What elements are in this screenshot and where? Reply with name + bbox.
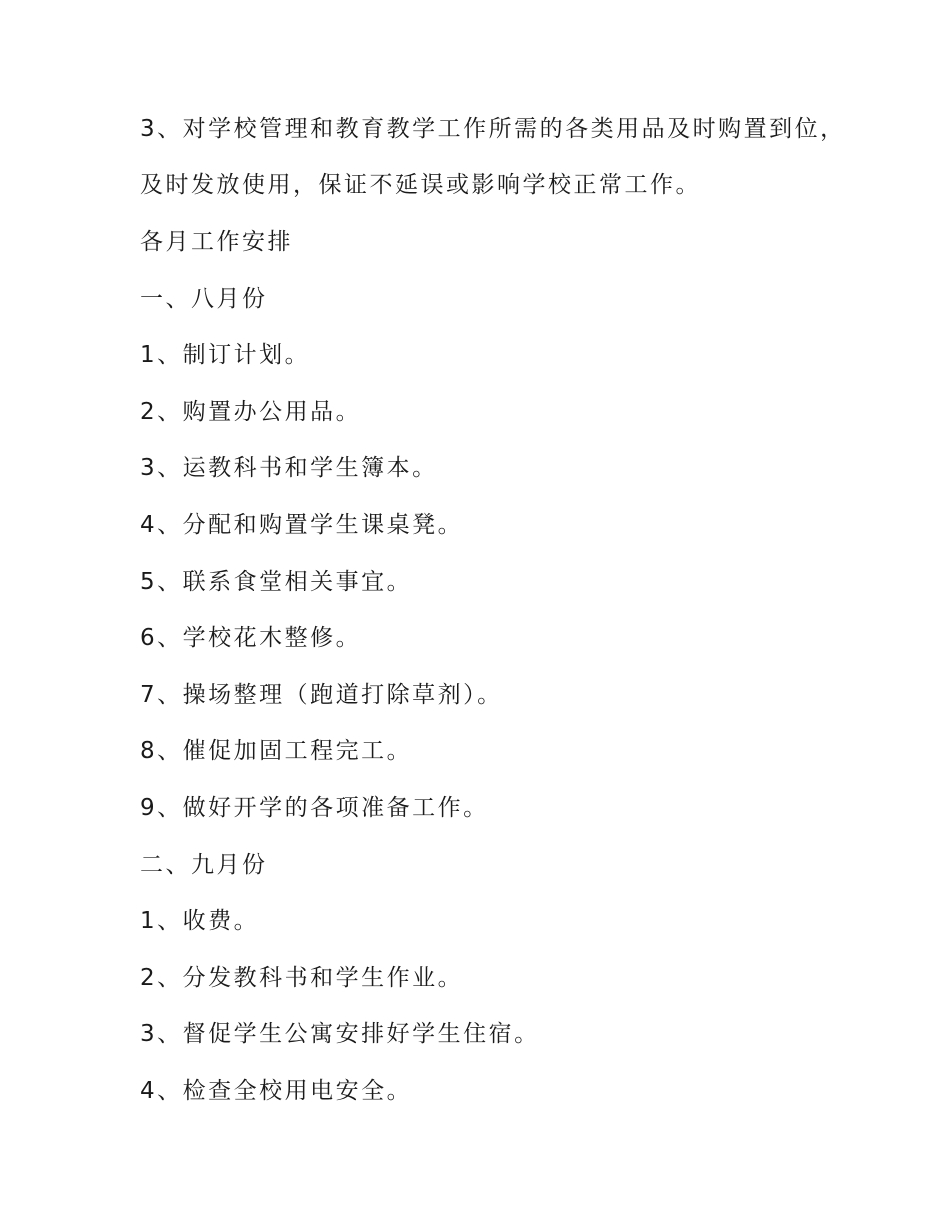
list-item: 4、检查全校用电安全。 [140, 1078, 413, 1104]
list-item: 2、购置办公用品。 [140, 399, 362, 425]
list-item: 1、制订计划。 [140, 342, 311, 368]
month-heading: 一、八月份 [140, 286, 268, 312]
list-item: 3、运教科书和学生簿本。 [140, 455, 438, 481]
list-item: 6、学校花木整修。 [140, 625, 362, 651]
list-item: 1、收费。 [140, 908, 260, 934]
list-item: 2、分发教科书和学生作业。 [140, 965, 464, 991]
paragraph-line: 及时发放使用，保证不延误或影响学校正常工作。 [140, 172, 701, 198]
section-heading: 各月工作安排 [140, 229, 293, 255]
list-item: 9、做好开学的各项准备工作。 [140, 795, 489, 821]
list-item: 5、联系食堂相关事宜。 [140, 569, 413, 595]
list-item: 3、督促学生公寓安排好学生住宿。 [140, 1021, 540, 1047]
list-item: 4、分配和购置学生课桌凳。 [140, 512, 464, 538]
list-item: 8、催促加固工程完工。 [140, 738, 413, 764]
paragraph-line: 3、对学校管理和教育教学工作所需的各类用品及时购置到位， [140, 116, 846, 142]
list-item: 7、操场整理（跑道打除草剂）。 [140, 682, 503, 708]
month-heading: 二、九月份 [140, 852, 268, 878]
